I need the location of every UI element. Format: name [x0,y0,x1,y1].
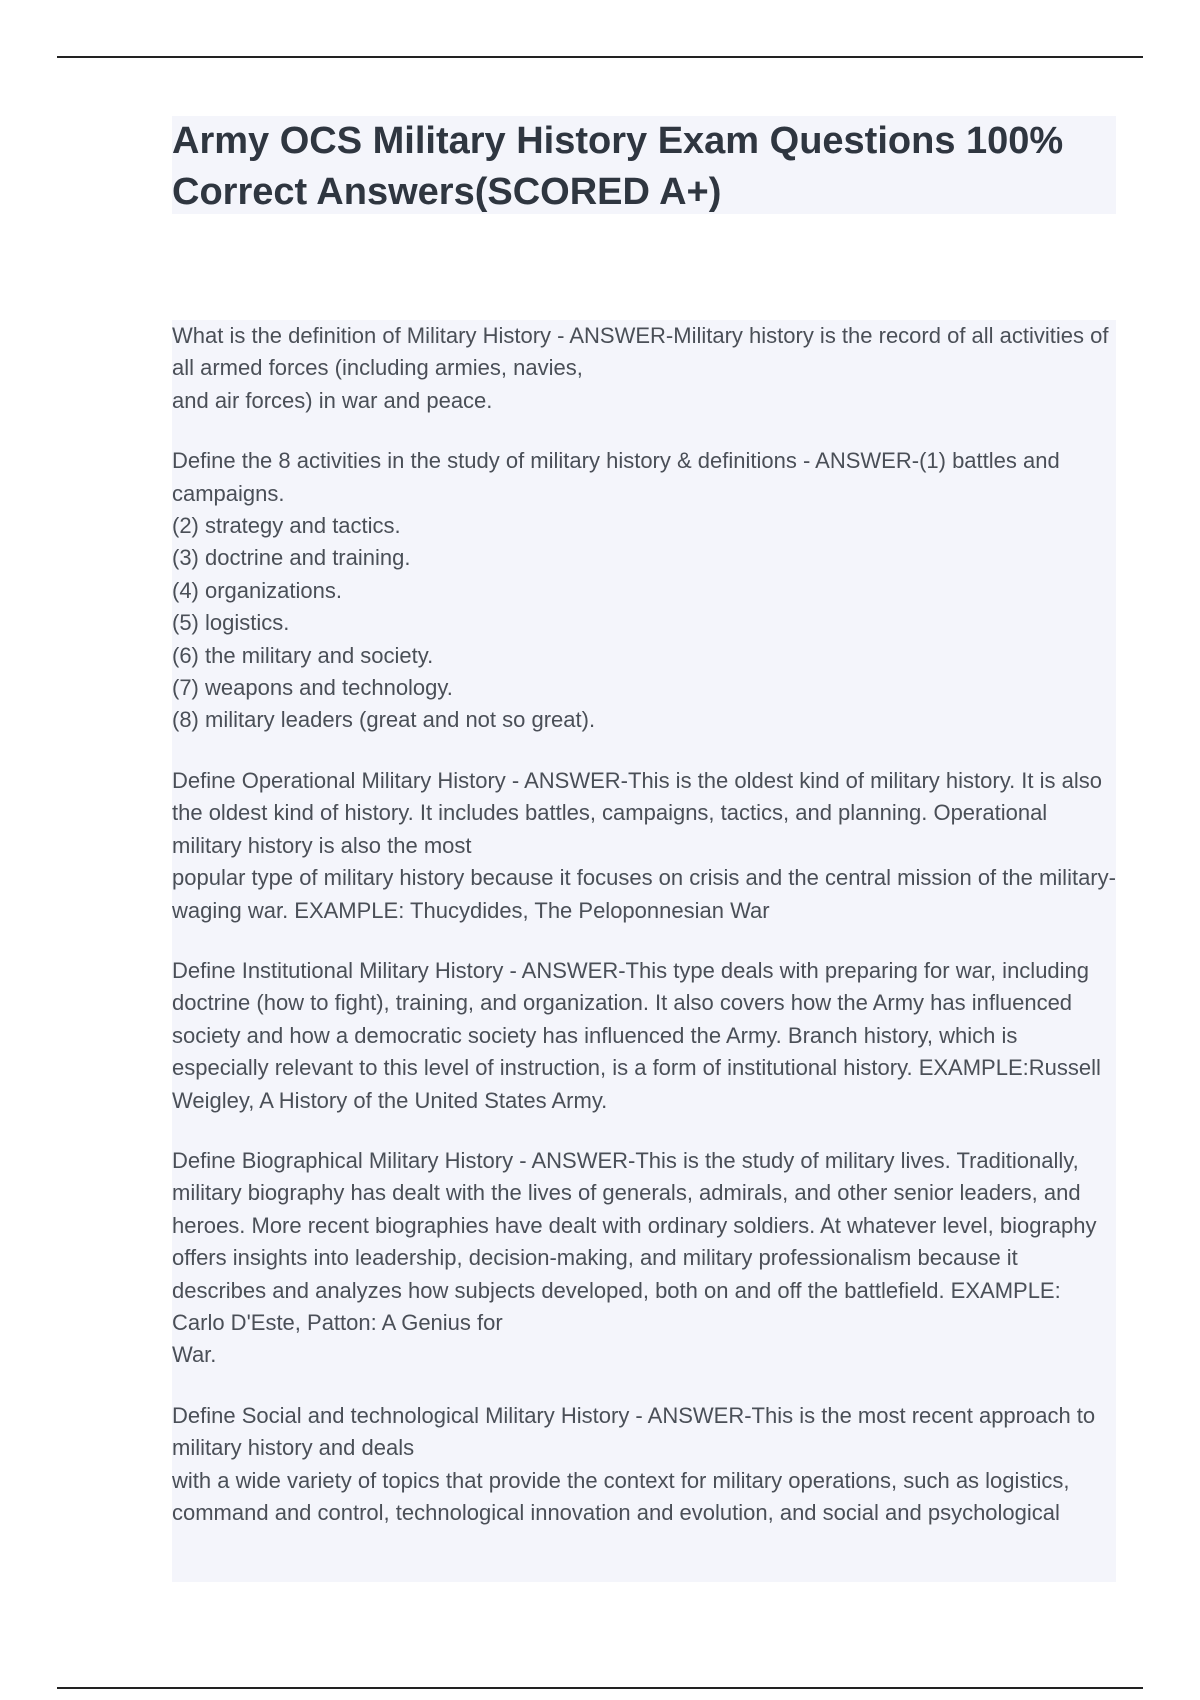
title-block [172,116,1116,214]
footer-rule [57,1687,1143,1689]
qa-entry-institutional-history: Define Institutional Military History - ANSWER-This type deals with preparing for war, including doctrine (how to fight), training, and organization. It also covers how the Army has influenced society and how a democratic society has influenced the Army. Branch history, which is especially relevant to this level of instruction, is a form of institutional history. EXAMPLE:Russell Weigley, A History of the United States Army. [172,957,1101,1113]
qa-entry-social-technological-history: Define Social and technological Military History - ANSWER-This is the most recent approach to military history and deals with a wide variety of topics that provide the context for military operations, such as logistics, command and control, technological innovation and evolution, and social and psychological [172,1402,1096,1525]
header-rule [57,56,1143,58]
document-title: Army OCS Military History Exam Questions 100% Correct Answers(SCORED A+) [172,120,1064,213]
qa-entry-eight-activities: Define the 8 activities in the study of military history & definitions - ANSWER-(1) battles and campaigns. (2) strategy and tactics. (3) doctrine and training. (4) organizations. (5) logistics. (6) the military and society. (7) weapons and technology. (8) military leaders (great and not so great). [172,448,1060,733]
qa-entry-operational-history: Define Operational Military History - ANSWER-This is the oldest kind of military history. It is also the oldest kind of history. It includes battles, campaigns, tactics, and planning. Operational military history is also the most popular type of military history because it focuses on crisis and the central mission of the military-waging war. EXAMPLE: Thucydides, The Peloponnesian War [172,767,1116,923]
document-body [172,320,1116,1582]
qa-entry-definition-military-history: What is the definition of Military History - ANSWER-Military history is the record of all activities of all armed forces (including armies, navies, and air forces) in war and peace. [172,323,1109,413]
qa-entry-biographical-history: Define Biographical Military History - ANSWER-This is the study of military lives. Traditionally, military biography has dealt with the lives of generals, admirals, and other senior leaders, and heroes. More recent biographies have dealt with ordinary soldiers. At whatever level, biography offers insights into leadership, decision-making, and military professionalism because it describes and analyzes how subjects developed, both on and off the battlefield. EXAMPLE: Carlo D'Este, Patton: A Genius for War. [172,1147,1097,1368]
